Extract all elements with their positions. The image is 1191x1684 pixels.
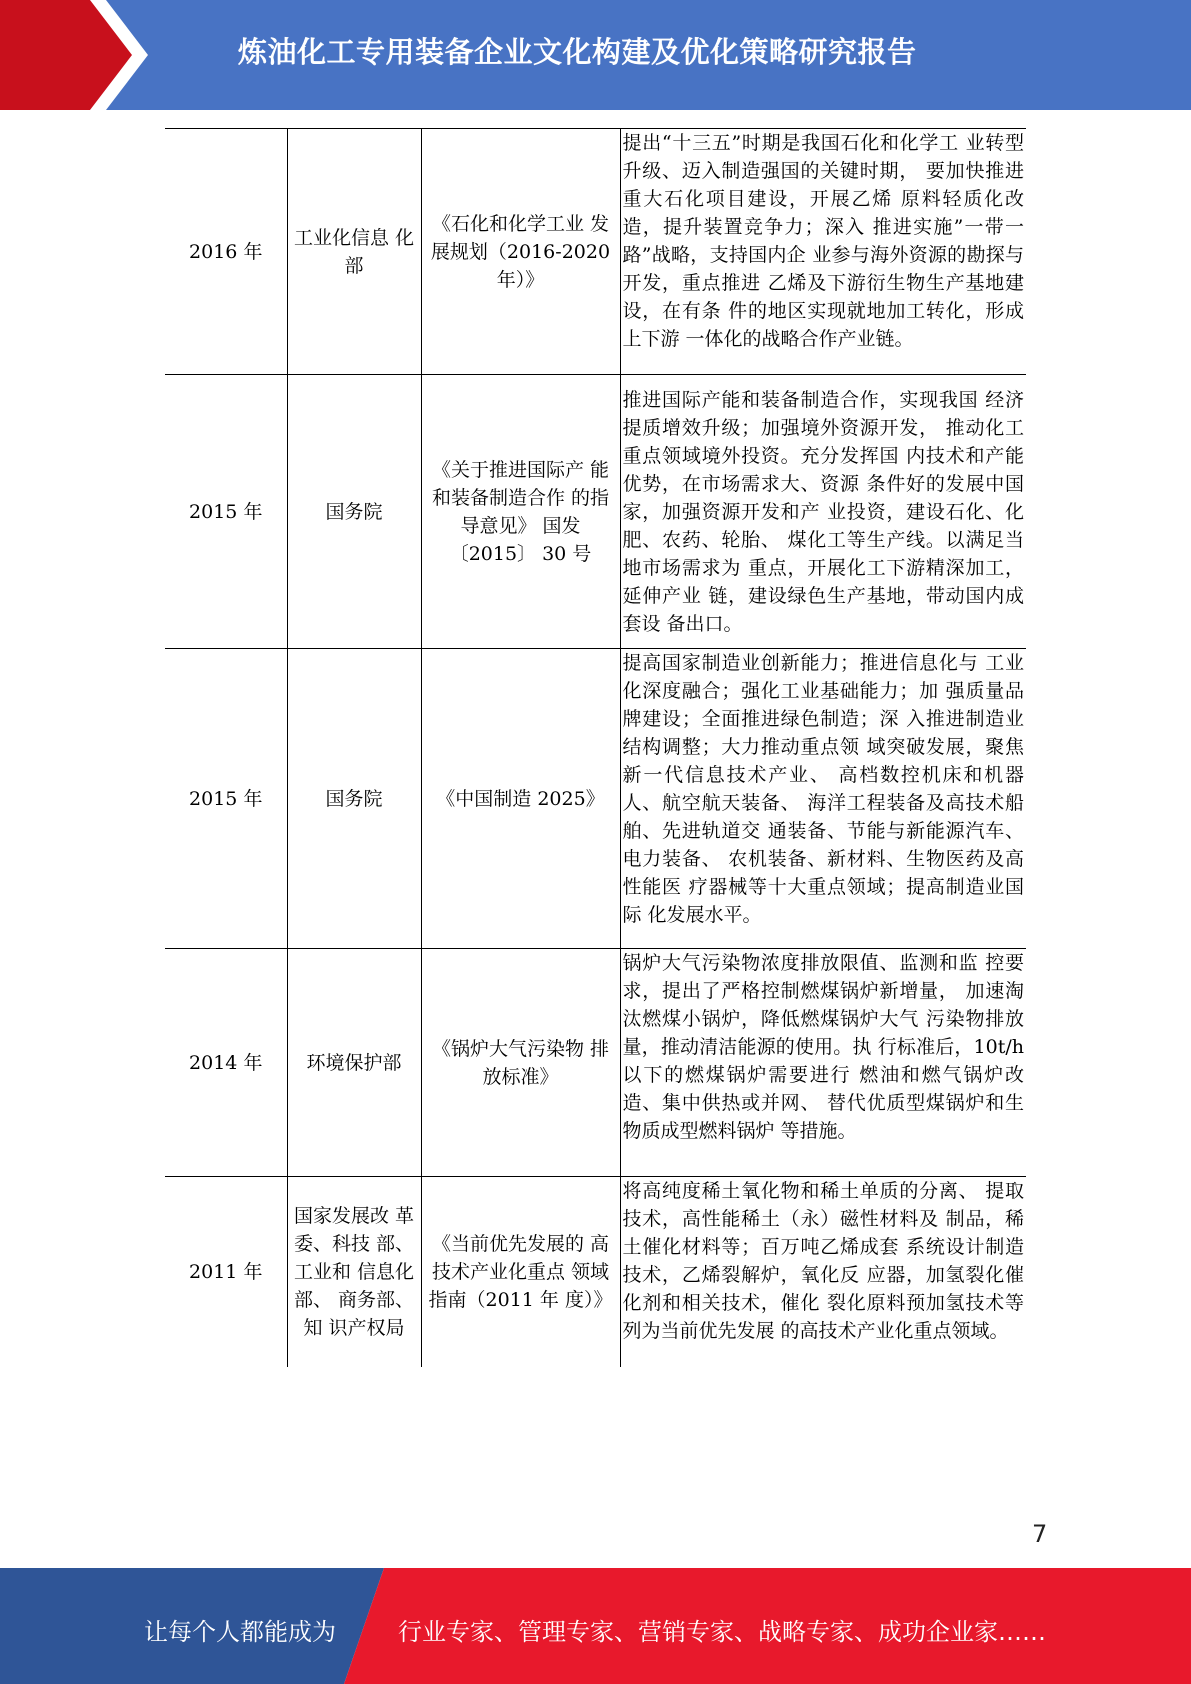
document-cell: 《锅炉大气污染物 排放标准》 (421, 949, 620, 1177)
report-title: 炼油化工专用装备企业文化构建及优化策略研究报告 (238, 35, 917, 69)
document-cell: 《中国制造 2025》 (421, 649, 620, 949)
document-cell: 《石化和化学工业 发展规划（2016-2020 年）》 (421, 129, 620, 375)
issuer-cell: 国务院 (287, 375, 421, 649)
year-cell: 2015 年 (165, 375, 287, 649)
table-row (165, 375, 1026, 649)
header-arrow-decoration (0, 0, 150, 110)
table-row (165, 1177, 1026, 1367)
issuer-cell: 工业化信息 化部 (287, 129, 421, 375)
issuer-cell: 国务院 (287, 649, 421, 949)
year-cell: 2016 年 (165, 129, 287, 375)
policy-table (165, 128, 1026, 1367)
table-row (165, 949, 1026, 1177)
year-cell: 2014 年 (165, 949, 287, 1177)
content-cell: 提高国家制造业创新能力；推进信息化与 工业化深度融合；强化工业基础能力；加 强质量品牌建设；全面推进绿色制造；深 入推进制造业结构调整；大力推动重点领 域突破发展，聚焦新一代信息技术产业、 高档数控机床和机器人、航空航天装备、 海洋工程装备及高技术船舶、先进轨道交 通装备、节能与新能源汽车、电力装备、 农机装备、新材料、生物医药及高性能医 疗器械等十大重点领域；提高制造业国际 化发展水平。 (620, 649, 1026, 949)
year-cell: 2015 年 (165, 649, 287, 949)
page-header (0, 0, 1191, 110)
footer-slogan-left: 让每个人都能成为 (144, 1618, 336, 1646)
issuer-cell: 环境保护部 (287, 949, 421, 1177)
content-cell: 推进国际产能和装备制造合作，实现我国 经济提质增效升级；加强境外资源开发， 推动化工重点领域境外投资。充分发挥国 内技术和产能优势，在市场需求大、资源 条件好的发展中国家，加强资源开发和产 业投资，建设石化、化肥、农药、轮胎、 煤化工等生产线。以满足当地市场需求为 重点，开展化工下游精深加工，延伸产业 链，建设绿色生产基地，带动国内成套设 备出口。 (620, 375, 1026, 649)
page-number: 7 (1032, 1520, 1048, 1548)
year-cell: 2011 年 (165, 1177, 287, 1367)
document-cell: 《当前优先发展的 高技术产业化重点 领域指南（2011 年 度）》 (421, 1177, 620, 1367)
table-row (165, 649, 1026, 949)
content-cell: 锅炉大气污染物浓度排放限值、监测和监 控要求，提出了严格控制燃煤锅炉新增量， 加速淘汰燃煤小锅炉，降低燃煤锅炉大气 污染物排放量，推动清洁能源的使用。执 行标准后，10t/h 以下的燃煤锅炉需要进行 燃油和燃气锅炉改造、集中供热或并网、 替代优质型煤锅炉和生物质成型燃料锅炉 等措施。 (620, 949, 1026, 1177)
table-row (165, 129, 1026, 375)
footer-slogan-right: 行业专家、管理专家、营销专家、战略专家、成功企业家…… (398, 1618, 1046, 1646)
issuer-cell: 国家发展改 革委、科技 部、工业和 信息化部、 商务部、知 识产权局 (287, 1177, 421, 1367)
document-cell: 《关于推进国际产 能和装备制造合作 的指导意见》 国发〔2015〕 30 号 (421, 375, 620, 649)
content-cell: 将高纯度稀土氧化物和稀土单质的分离、 提取技术，高性能稀土（永）磁性材料及 制品，稀土催化材料等；百万吨乙烯成套 系统设计制造技术，乙烯裂解炉，氧化反 应器，加氢裂化催化剂和相关技术，催化 裂化原料预加氢技术等列为当前优先发展 的高技术产业化重点领域。 (620, 1177, 1026, 1367)
content-cell: 提出“十三五”时期是我国石化和化学工 业转型升级、迈入制造强国的关键时期， 要加快推进重大石化项目建设，开展乙烯 原料轻质化改造，提升装置竞争力；深入 推进实施”一带一路”战略，支持国内企 业参与海外资源的勘探与开发，重点推进 乙烯及下游衍生物生产基地建设，在有条 件的地区实现就地加工转化，形成上下游 一体化的战略合作产业链。 (620, 129, 1026, 375)
